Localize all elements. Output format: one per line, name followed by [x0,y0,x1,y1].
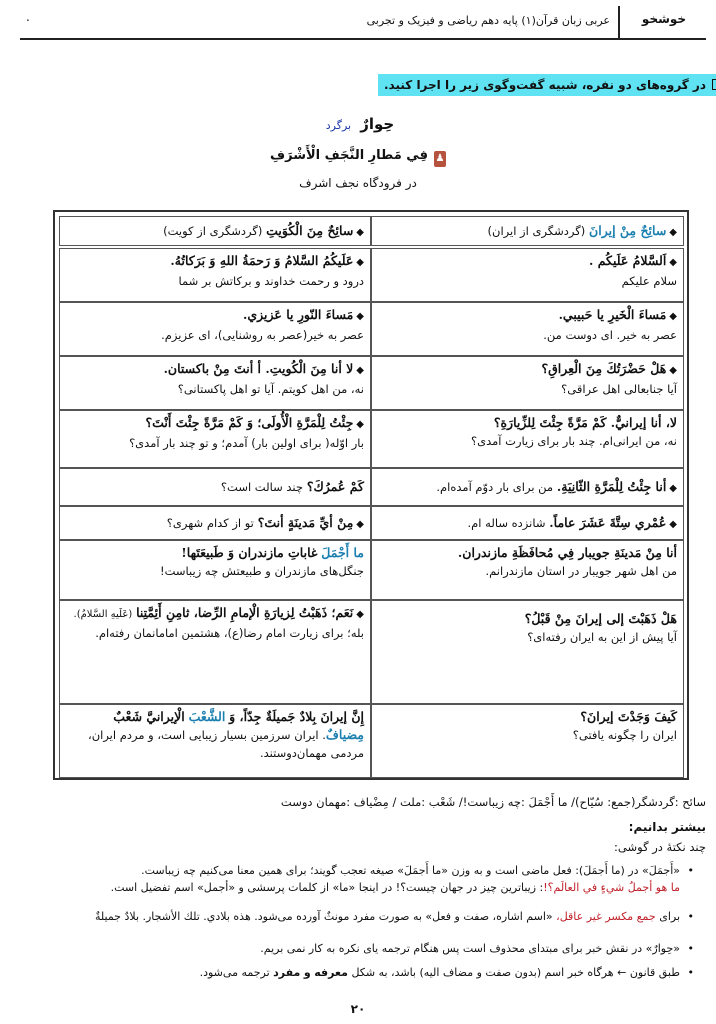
note-item: • طبق قانون ← هرگاه خبر اسم (بدون صفت و مضاف الیه) باشد، به شکل معرفه و مفرد ترجمه می‌شود. [199,966,694,979]
dialog-title: حِوارٌ [360,115,395,133]
diamond-icon: ◆ [669,519,677,530]
person-icon: ♟ [434,151,446,167]
table-cell: ◆عَلَيكُمُ السَّلامُ وَ رَحمَةُ اللهِ وَ بَرَكاتُهُ. درود و رحمت خداوند و برکاتش بر شما [59,248,371,302]
table-cell: كَيفَ وَجَدْتَ إيرانَ؟ ایران را چگونه یافتی؟ [371,704,684,778]
table-cell: ◆لا أنا مِنَ الْكُويتِ. أ أنتَ مِنْ باكستان. نه، من اهل کویتم. آیا تو اهل پاکستانی؟ [59,356,371,410]
diamond-icon: ◆ [356,311,364,322]
diamond-icon: ◆ [356,609,364,620]
header-right-arabic: سائِحٌ مِنْ إيرانَ [589,223,667,238]
vocabulary-line: سائح :گردشگر(جمع: سُیّاح)/ ما أَجْمَلَ :چه زیباست!/ شَعْب :ملت / مِضْیاف :مهمان دوست [280,795,706,809]
diamond-icon: ◆ [669,483,677,494]
notes-heading: چند نکتهٔ در گوشی: [614,840,706,854]
highlight-word: مِضيافٌ [325,727,364,742]
diamond-icon: ◆ [356,519,364,530]
brand-name: خوشخو [641,12,687,26]
table-cell: ◆مِنْ أيِّ مَدينَةٍ أنتَ؟ تو از کدام شهری؟ [59,506,371,540]
diamond-icon: ◆ [669,365,677,376]
dialogue-table [53,210,689,780]
bullet-icon: • [687,910,694,923]
table-cell: ◆هَلْ حَضْرَتُكَ مِنَ الْعِراقِ؟ آیا جنابعالی اهل عراقی؟ [371,356,684,410]
table-cell: ما أَجْمَلَ غاباتِ مازندران وَ طَبيعَتَها! جنگل‌های مازندران و طبیعتش چه زیباست! [59,540,371,600]
table-cell: هَلْ ذَهَبْتَ إلى إيرانَ مِنْ قَبْلُ؟ آیا پیش از این به ایران رفته‌ای؟ [371,600,684,704]
bullet-icon: • [687,966,694,979]
diamond-icon: ◆ [356,419,364,430]
header-left-persian: (گردشگری از کویت) [163,224,263,238]
table-cell: أنا مِنْ مَدينَةِ جويبار فِي مُحافَظَةِ مازندران. من اهل شهر جویبار در استان مازندرانم. [371,540,684,600]
checkbox-icon [712,79,716,90]
header-iranian-tourist [371,216,684,246]
note-item: • برای جمع مکسر غیر عاقل، «اسم اشاره، صفت و فعل» به صورت مفرد مونثٌ آورده می‌شود. هذه بلادي. تلك الأشجار. بلادٌ جميلةٌ [94,910,694,923]
note-item: • «حِوارٌ» در نقش خبر برای مبتدای محذوف است پس هنگام ترجمه یای نکره به کار نمی بریم. [260,942,694,955]
diamond-icon: ◆ [356,257,364,268]
header-right-persian: (گردشگری از ایران) [487,224,586,238]
place-translation: در فرودگاه نجف اشرف [299,176,417,190]
page-number: ۲۰ [350,1002,366,1016]
table-cell: ◆عُمْري سِتَّةَ عَشَرَ عاماً. شانزده ساله ام. [371,506,684,540]
note-item: • «أَجمَلَ» در (ما أَجمَلَ): فعل ماضی است و به وزن «ما أَجمَلَ» صیغه تعجب گویند؛ برای همین معنا می‌کنیم چه زیباست. ما هو أجملُ شيءٍ في العالَم؟!: زیباترین چیز در جهان چیست؟! در اینجا «ما» از کلمات پرسشی و «أجمل» اسم تفضیل است. [110,864,694,894]
header-dot: . [26,10,30,24]
bullet-icon: • [687,942,694,955]
table-cell: إِنَّ إيرانَ بِلادٌ جَميلَةٌ جِدّاً، وَ الشَّعْبَ الْإيرانيَّ شَعْبٌ مِضيافٌ. ایران سرزمین بسیار زیبایی است، و مردم ایران، مردمی مهمان‌دوستند. [59,704,371,778]
table-cell: ◆جِئْتُ لِلْمَرَّةِ الْأُولَى؛ وَ كَمْ مَرَّةً جِئْتَ أَنْتَ؟ بار اوّله( برای اولین بار) آمدم؛ و تو چند بار آمدی؟ [59,410,371,468]
highlight-word: الشَّعْبَ [188,709,226,724]
know-more-heading: بیشتر بدانیم: [628,820,706,834]
diamond-icon: ◆ [669,227,677,238]
table-cell: كَمْ عُمرُكَ؟ چند سالت است؟ [59,468,371,506]
place-arabic: فِي مَطارِ النَّجَفِ الْأَشْرَفِ [270,148,428,163]
diamond-icon: ◆ [669,311,677,322]
bullet-icon: • [687,864,694,877]
header-kuwaiti-tourist [59,216,371,246]
table-cell: ◆اَلسَّلامُ عَلَيكُم . سلام علیکم [371,248,684,302]
instruction-banner [378,74,716,96]
highlight-phrase: ما أَجْمَلَ [321,545,364,560]
header-separator [618,6,620,40]
place-heading [230,148,486,167]
page-header-title: عربی زبان قرآن(۱) پایه دهم ریاضی و فیزیک و تجربی [366,14,610,27]
table-cell: ◆أنا جِئْتُ لِلْمَرَّةِ الثّانِيَةِ. من برای بار دوّم آمده‌ام. [371,468,684,506]
table-cell: ◆مَساءَ الْخَيرِ يا حَبيبي. عصر به خیر. ای دوست من. [371,302,684,356]
table-cell: ◆نَعَم؛ ذَهَبْتُ لِزيارَةِ الْإمامِ الرِّضا، ثامِنِ أَئِمَّتِنا (عَلَيهِ السَّلامُ). بله؛ برای زیارت امام رضا(ع)، هشتمین امامانمان رفته‌ام. [59,600,371,704]
table-cell: لا، أنا إيرانيٌّ. كَمْ مَرَّةً جِئْتَ لِلزِّيارَةِ؟ نه، من ایرانی‌ام. چند بار برای زیارت آمدی؟ [371,410,684,468]
header-left-arabic: سائِحٌ مِنَ الْكُوَيتِ [266,223,354,238]
diamond-icon: ◆ [669,257,677,268]
diamond-icon: ◆ [356,227,364,238]
back-link[interactable]: برگرد [325,119,352,132]
diamond-icon: ◆ [356,365,364,376]
instruction-text: در گروه‌های دو نفره، شبیه گفت‌وگوی زیر را اجرا کنید. [384,78,707,92]
header-divider [20,38,706,40]
dialog-heading [290,114,430,133]
table-cell: ◆مَساءَ النّورِ يا عَزيزي. عصر به خیر(عصر به روشنایی)، ای عزیزم. [59,302,371,356]
